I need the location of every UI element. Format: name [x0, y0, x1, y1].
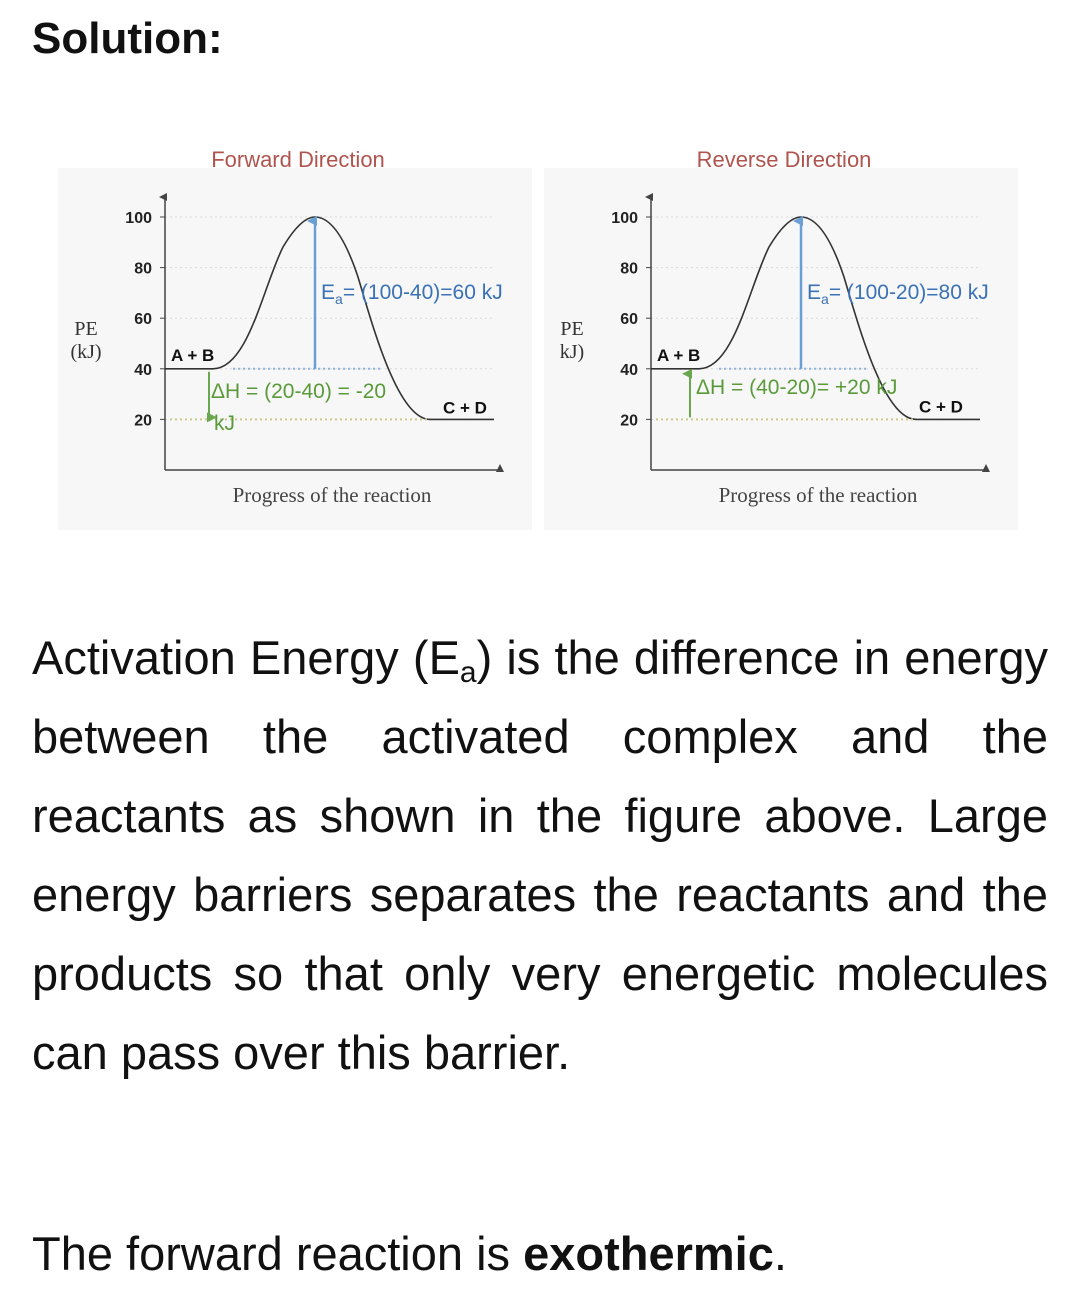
y-tick-label: 80 [134, 260, 152, 278]
conclusion-line [32, 1224, 787, 1284]
subscript-a: a [459, 656, 477, 689]
paragraph-text-1: Activation Energy (E [32, 631, 460, 684]
y-axis-label-line1: PE [74, 318, 98, 340]
dh-unit: kJ [214, 412, 235, 435]
y-tick-label: 80 [620, 260, 638, 278]
ea-symbol: E [807, 281, 822, 304]
y-tick-label: 100 [125, 210, 152, 227]
y-tick-label: 20 [620, 412, 638, 430]
ea-label [321, 281, 503, 307]
paragraph-text-2: ) is the difference in energy between the activated complex and the reactants as shown in the figure above. Large energy barriers separates the reactants and the products so that only very energetic molecules can pass over this barrier. [32, 631, 1048, 1079]
products-label: C + D [919, 397, 963, 417]
ea-label [807, 281, 989, 307]
x-axis-label: Progress of the reaction [232, 483, 432, 507]
reverse-chart [544, 147, 1018, 530]
solution-heading: Solution: [32, 14, 223, 63]
y-tick-label: 40 [620, 361, 638, 379]
y-axis-label-line2: (kJ) [70, 341, 102, 363]
chart-title: Forward Direction [211, 147, 385, 172]
energy-profile-charts [58, 130, 1018, 540]
dh-label: ΔH = (40-20)= +20 kJ [696, 376, 898, 399]
explanation-paragraph [32, 618, 1048, 1092]
forward-chart [58, 147, 532, 530]
products-label: C + D [443, 398, 487, 418]
y-tick-label: 40 [134, 361, 152, 379]
ea-symbol: E [321, 281, 336, 304]
dh-label: ΔH = (20-40) = -20 [211, 380, 387, 403]
conclusion-bold: exothermic [523, 1227, 774, 1280]
ea-subscript: a [335, 291, 343, 307]
reactants-label: A + B [171, 345, 215, 365]
ea-value: = (100-20)=80 kJ [828, 281, 989, 304]
y-axis-label-line2: kJ) [559, 341, 585, 363]
x-axis-label: Progress of the reaction [718, 483, 918, 507]
chart-title: Reverse Direction [696, 147, 872, 172]
ea-subscript: a [821, 291, 829, 307]
conclusion-prefix: The forward reaction is [32, 1227, 524, 1280]
ea-value: = (100-40)=60 kJ [342, 281, 503, 304]
conclusion-suffix: . [773, 1227, 787, 1280]
y-axis-label-line1: PE [560, 318, 584, 340]
y-tick-label: 100 [611, 210, 638, 227]
y-tick-label: 60 [134, 311, 152, 329]
reactants-label: A + B [657, 345, 701, 365]
energy-diagrams-figure [58, 130, 1018, 540]
y-tick-label: 60 [620, 311, 638, 329]
y-tick-label: 20 [134, 412, 152, 430]
